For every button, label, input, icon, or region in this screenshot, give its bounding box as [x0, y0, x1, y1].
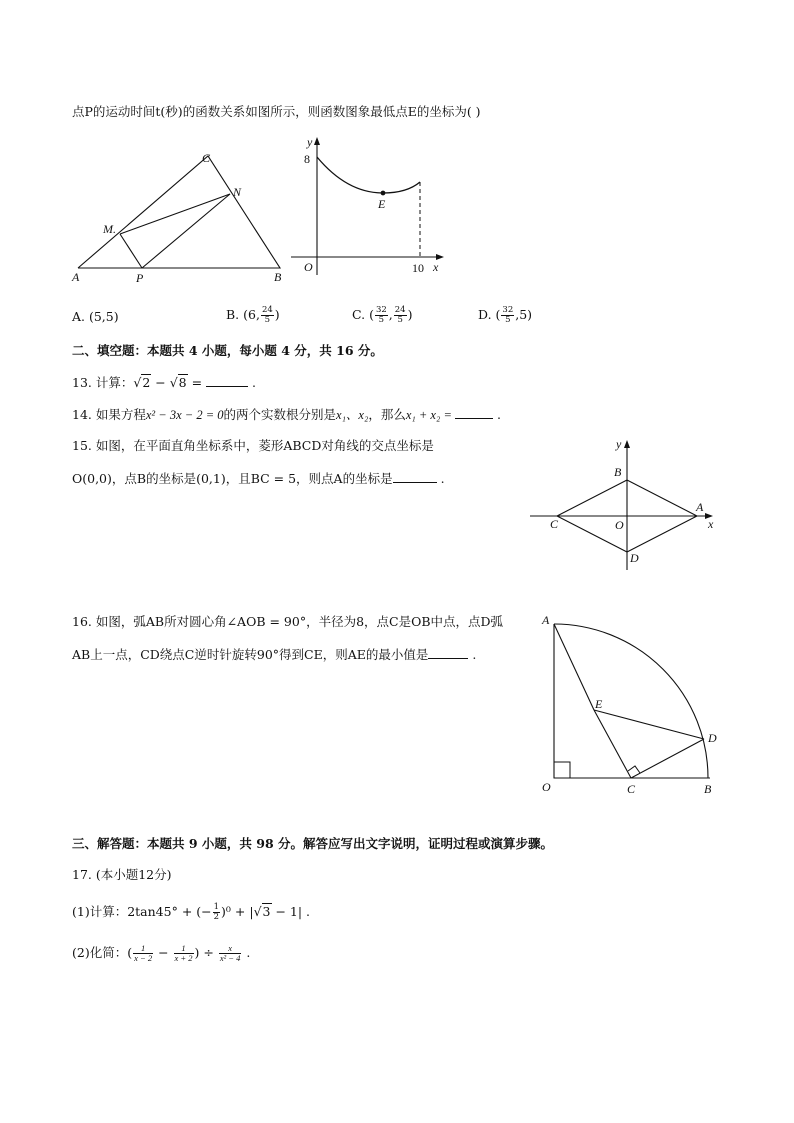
q14: 14. 如果方程x² − 3x − 2 = 0的两个实数根分别是x₁、x₂，那么x₁ + x₂ = . — [72, 407, 501, 422]
label-C: C — [627, 782, 636, 796]
label-E: E — [595, 697, 603, 711]
label-B: B — [614, 465, 622, 479]
q13: 13. 计算：√2 − √8 = . — [72, 375, 256, 390]
q15-line1: 15. 如图，在平面直角坐标系中，菱形ABCD对角线的交点坐标是 — [72, 438, 434, 453]
q12-stem: 点P的运动时间t(秒)的函数关系如图所示，则函数图象最低点E的坐标为( ) — [72, 104, 481, 119]
q16-arc-figure — [538, 608, 728, 803]
q17-title: 17. (本小题12分) — [72, 867, 172, 882]
label-10: 10 — [412, 261, 424, 275]
q12-triangle-figure — [70, 148, 290, 288]
section2-title: 二、填空题：本题共 4 小题，每小题 4 分，共 16 分。 — [72, 343, 383, 358]
label-A: A — [542, 613, 550, 627]
label-E: E — [378, 197, 386, 211]
label-O: O — [542, 780, 551, 794]
q12-option-d: D. ( $\frac{32}{5}$ ,5) — [478, 305, 533, 325]
label-B: B — [704, 782, 712, 796]
label-O: O — [304, 260, 313, 274]
q15-line2: O(0,0)，点B的坐标是(0,1)，且BC = 5，则点A的坐标是 . — [72, 471, 445, 486]
label-N: N — [233, 185, 242, 199]
label-D: D — [630, 551, 639, 565]
label-C: C — [550, 517, 559, 531]
label-A: A — [72, 270, 80, 284]
label-B: B — [274, 270, 282, 284]
q17-part2: (2)化简：( $\frac{1}{x - 2}$ − $\frac{1}{x + 2}$ ) ÷ $\frac{x}{\text{x² − 4}}$ . — [72, 943, 251, 963]
label-C: C — [202, 151, 211, 165]
label-x: x — [708, 517, 714, 531]
section3-title: 三、解答题：本题共 9 小题，共 98 分。解答应写出文字说明，证明过程或演算步骤。 — [72, 836, 554, 851]
label-8: 8 — [304, 152, 310, 166]
q16-line2: AB上一点，CD绕点C逆时针旋转90°得到CE，则AE的最小值是 . — [72, 647, 477, 662]
q12-option-c: C. ( $\frac{32}{5}$ , $\frac{24}{5}$ ) — [352, 305, 413, 325]
q15-rhombus-figure — [530, 436, 725, 576]
q16-line1: 16. 如图，弧AB所对圆心角∠AOB = 90°，半径为8，点C是OB中点，点D弧 — [72, 614, 504, 629]
q12-option-a: A. (5,5) — [72, 309, 119, 324]
q12-option-b: B. (6, $\frac{24}{5}$ ) — [226, 305, 280, 325]
q12-graph-figure — [295, 135, 455, 285]
label-y: y — [616, 437, 622, 451]
label-D: D — [708, 731, 717, 745]
label-x: x — [433, 260, 439, 274]
label-y: y — [307, 135, 313, 149]
label-O: O — [615, 518, 624, 532]
label-M: M. — [103, 222, 116, 236]
label-A: A — [696, 500, 704, 514]
label-P: P — [136, 271, 144, 285]
q17-part1: (1)计算：2tan45° + (− $\frac{1}{2}$ )⁰ + |√3 − 1| . — [72, 902, 311, 922]
